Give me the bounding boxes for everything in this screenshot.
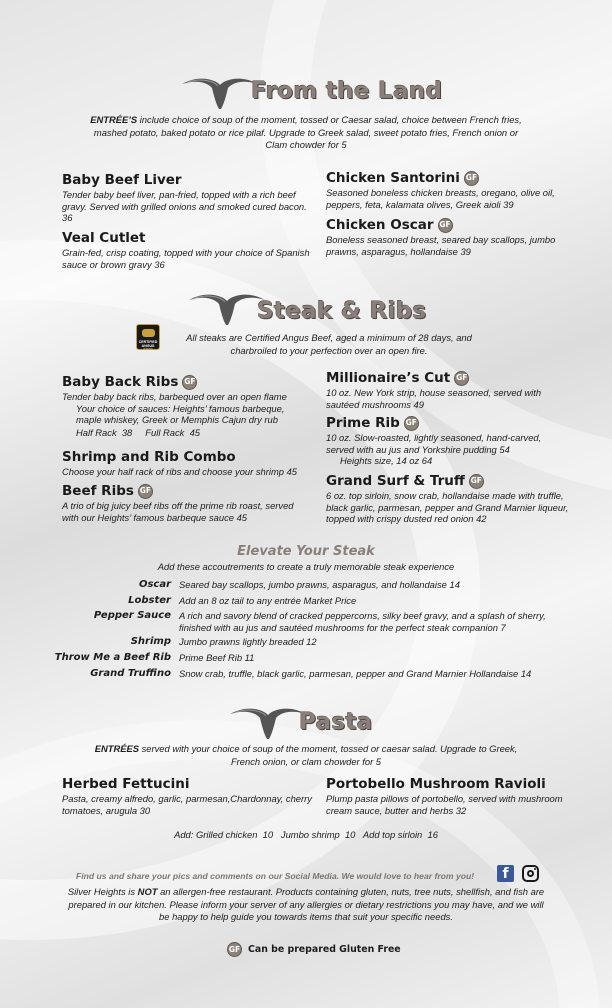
item-description: Pasta, creamy alfredo, garlic, parmesan,Chardonnay, cherry tomatoes, arugula 30 [62, 793, 312, 816]
item-name: Millionaire’s Cut GF [326, 370, 468, 386]
menu-item [326, 370, 571, 410]
menu-item [62, 172, 312, 224]
gf-badge-icon: GF [138, 484, 153, 499]
item-description: Boneless seasoned breast, seared bay scallops, jumbo prawns, asparagus, hollandaise 39 [326, 234, 556, 257]
item-name: Herbed Fettucini [62, 776, 190, 792]
steak-note: All steaks are Certified Angus Beef, aged a minimum of 28 days, and charbroiled to your perfection over an open fire. [186, 332, 472, 356]
rack-prices: Half Rack 38 Full Rack 45 [76, 426, 201, 438]
pasta-entree-note [84, 743, 528, 768]
item-description: Grain-fed, crisp coating, topped with your choice of Spanish sauce or brown gravy 36 [62, 247, 310, 270]
menu-item [62, 230, 312, 270]
section-title-land: From the Land [251, 78, 443, 104]
gf-badge-icon: GF [469, 474, 484, 489]
item-name: Veal Cutlet [62, 230, 146, 246]
instagram-icon[interactable] [522, 865, 539, 882]
item-description: Tender baby beef liver, pan-fried, topped with a rich beef gravy. Served with grilled onions and smoked cured bacon. 36 [62, 189, 307, 224]
elevate-title: Elevate Your Steak [237, 544, 375, 559]
addon-description: A rich and savory blend of cracked peppercorns, silky beef gravy, and a splash of sherry, finished with au jus and sautéed mushrooms for the perfect steak companion 7 [179, 610, 546, 633]
section-header-land [0, 72, 612, 112]
entree-note-text: served with your choice of soup of the moment, tossed or caesar salad. Upgrade to Greek, French onion, or clam chowder for 5 [138, 743, 518, 767]
longhorn-icon [228, 702, 308, 742]
addon-row [40, 636, 580, 648]
item-description: 10 oz. Slow-roasted, lightly seasoned, hand-carved, served with au jus and Yorkshire pudding 54 [326, 432, 542, 455]
section-header-pasta [0, 702, 612, 742]
angus-badge-icon [136, 324, 160, 350]
item-name: Baby Back Ribs GF [62, 374, 196, 390]
social-media-text: Find us and share your pics and comments on our Social Media. We would love to hear from you! [76, 871, 475, 881]
section-title-steak: Steak & Ribs [257, 298, 427, 324]
item-name: Chicken Oscar GF [326, 217, 451, 233]
gf-badge-icon: GF [182, 375, 197, 390]
addon-name: Lobster [128, 595, 171, 606]
addon-row [40, 579, 580, 591]
gf-legend-text: Can be prepared Gluten Free [248, 944, 401, 955]
addon-row [40, 610, 580, 633]
item-description: 6 oz. top sirloin, snow crab, hollandaise made with truffle, black garlic, parmesan, pepper and Grand Marnier liqueur, topped with crispy dusted red onion 42 [326, 490, 569, 525]
addon-row [40, 652, 580, 664]
land-entree-note [90, 114, 522, 152]
longhorn-icon [180, 72, 260, 112]
heights-size: Heights size, 14 oz 64 [340, 455, 433, 467]
menu-item [326, 776, 571, 816]
elevate-subtitle: Add these accoutrements to create a truly memorable steak experience [157, 561, 455, 572]
menu-item [62, 483, 312, 523]
item-name: Portobello Mushroom Ravioli [326, 776, 546, 792]
addon-name: Throw Me a Beef Rib [54, 652, 171, 663]
item-description: A trio of big juicy beef ribs off the prime rib roast, served with our Heights’ famous barbeque sauce 45 [62, 500, 294, 523]
gf-badge-icon: GF [438, 218, 453, 233]
addon-description: Prime Beef Rib 11 [179, 652, 255, 663]
entree-label: ENTRÉE’S [90, 114, 138, 125]
menu-item [326, 170, 564, 210]
gf-badge-icon: GF [227, 942, 242, 957]
addon-name: Grand Truffino [90, 668, 171, 679]
item-name: Shrimp and Rib Combo [62, 449, 236, 465]
gf-badge-icon: GF [454, 371, 469, 386]
addon-description: Seared bay scallops, jumbo prawns, asparagus, and hollandaise 14 [179, 579, 460, 590]
menu-item [326, 473, 571, 525]
menu-item [62, 776, 312, 816]
item-name: Grand Surf & Truff GF [326, 473, 482, 489]
menu-item [62, 374, 312, 438]
addon-row [40, 668, 580, 680]
section-title-pasta: Pasta [299, 709, 373, 735]
entree-note-text: include choice of soup of the moment, tossed or Caesar salad, choice between French fries, mashed potato, baked potato or rice pilaf. Upgrade to Greek salad, sweet potato fries, French onion or Clam chowder for 5 [93, 114, 522, 150]
item-name: Chicken Santorini GF [326, 170, 478, 186]
gf-badge-icon: GF [404, 416, 419, 431]
item-name: Beef Ribs GF [62, 483, 152, 499]
allergy-notice: Silver Heights is NOT an allergen-free restaurant. Products containing gluten, nuts, tree nuts, shellfish, and fish are prepared in our kitchen. Please inform your server of any allergies or dietary restrictions you may have, and we will be happy to help guide you towards items that suit your specific needs. [67, 886, 545, 922]
addon-name: Oscar [138, 579, 171, 590]
sauce-choices: Your choice of sauces: Heights’ famous barbeque, maple whiskey, Greek or Memphis Cajun dry rub [76, 402, 285, 426]
section-header-steak [0, 288, 612, 328]
addon-row [40, 595, 580, 607]
entree-label: ENTRÉES [94, 743, 139, 754]
item-name: Prime Rib GF [326, 415, 417, 431]
menu-item [62, 449, 312, 478]
item-description: Choose your half rack of ribs and choose your shrimp 45 [62, 466, 298, 477]
addon-name: Pepper Sauce [93, 610, 171, 621]
facebook-icon[interactable]: f [497, 865, 514, 882]
longhorn-icon [187, 288, 267, 328]
addon-description: Snow crab, truffle, black garlic, parmesan, pepper and Grand Marnier Hollandaise 14 [179, 668, 532, 679]
pasta-add-ons: Add: Grilled chicken 10 Jumbo shrimp 10 Add top sirloin 16 [174, 829, 438, 840]
item-name: Baby Beef Liver [62, 172, 182, 188]
item-description: Plump pasta pillows of portobello, served with mushroom cream sauce, butter and herbs 32 [326, 793, 563, 816]
addon-name: Shrimp [130, 636, 171, 647]
gf-legend [227, 942, 401, 957]
item-description: 10 oz. New York strip, house seasoned, served with sautéed mushrooms 49 [326, 387, 542, 410]
menu-item [326, 415, 571, 467]
allergy-not: NOT [137, 886, 158, 897]
item-description: Tender baby back ribs, barbequed over an open flame [62, 391, 287, 402]
menu-item [326, 217, 564, 257]
angus-badge-label: CERTIFIED ANGUS BEEF [138, 340, 158, 350]
addon-description: Add an 8 oz tail to any entrée Market Price [179, 595, 357, 606]
item-description: Seasoned boneless chicken breasts, oregano, olive oil, peppers, feta, kalamata olives, Greek aioli 39 [326, 187, 555, 210]
gf-badge-icon: GF [464, 171, 479, 186]
addon-description: Jumbo prawns lightly breaded 12 [179, 636, 317, 647]
